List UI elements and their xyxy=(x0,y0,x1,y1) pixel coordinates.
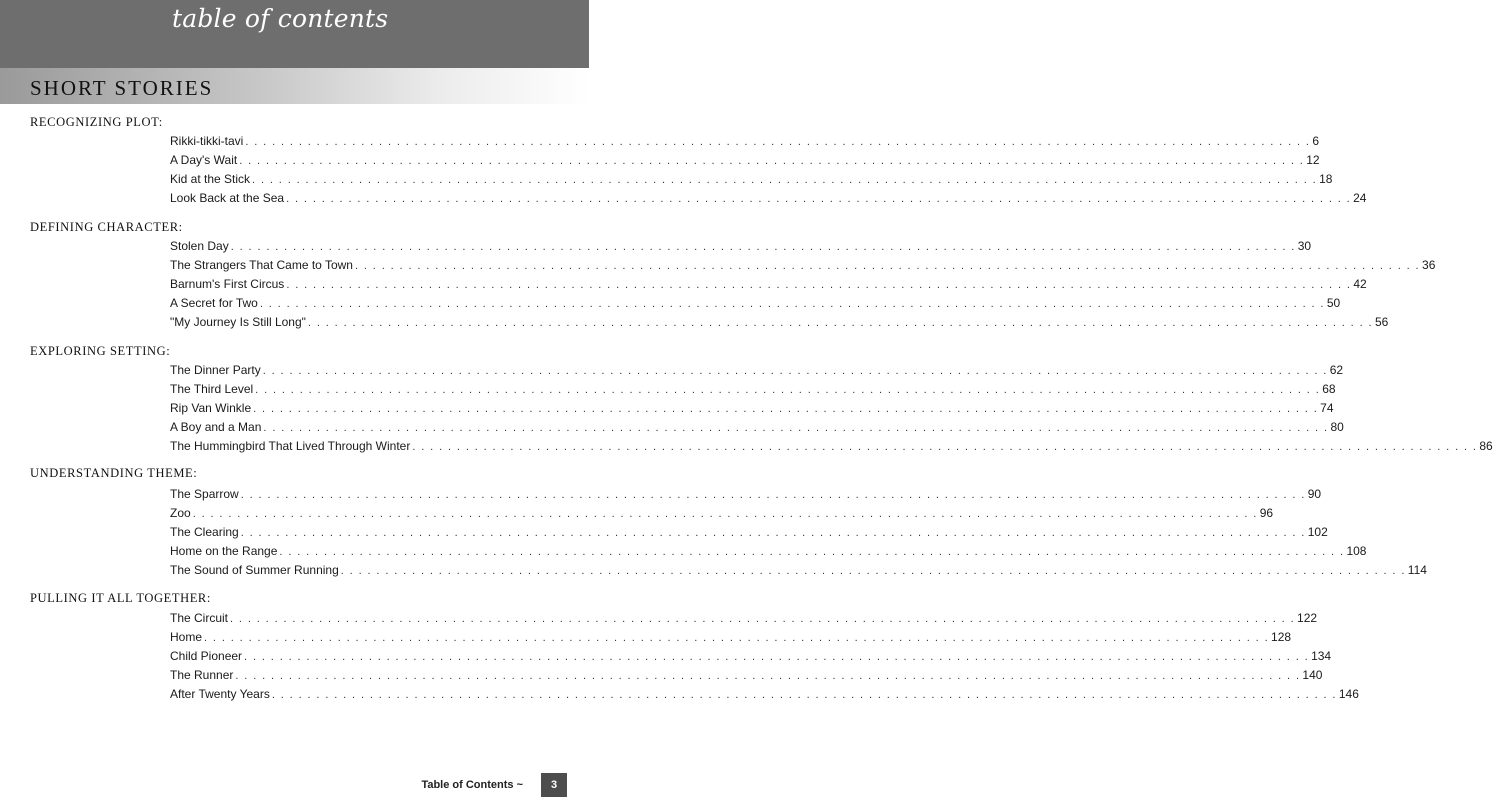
section-title: SHORT STORIES xyxy=(30,76,214,100)
entry-title: Stolen Day xyxy=(170,239,229,253)
toc-entry[interactable] xyxy=(170,525,1328,541)
entry-page: 42 xyxy=(1353,277,1367,291)
page-number-badge: 3 xyxy=(541,773,567,797)
entry-page: 90 xyxy=(1307,487,1322,501)
entry-title: The Circuit xyxy=(170,611,229,625)
dot-leader: . . . . . . . . . . . . . . . . . . . . . . . . . . . . . . . . . . . . . . . . . . . . . . . . . . . . . . . . . . . . . . . . . . . . . . . . . . . . . . . . . . . . . . . . . . . . . . . . . . . . . . . . . . . . . . . . . . . . . . . . xyxy=(354,260,1421,272)
entry-page: 50 xyxy=(1326,296,1341,310)
dot-leader: . . . . . . . . . . . . . . . . . . . . . . . . . . . . . . . . . . . . . . . . . . . . . . . . . . . . . . . . . . . . . . . . . . . . . . . . . . . . . . . . . . . . . . . . . . . . . . . . . . . . . . . . . . . . . . . . . . . . . . . . xyxy=(412,441,1478,453)
dot-leader: . . . . . . . . . . . . . . . . . . . . . . . . . . . . . . . . . . . . . . . . . . . . . . . . . . . . . . . . . . . . . . . . . . . . . . . . . . . . . . . . . . . . . . . . . . . . . . . . . . . . . . . . . . . . . . . . . . . . . . . . xyxy=(230,613,1296,625)
entry-title: The Clearing xyxy=(170,525,239,539)
toc-entry[interactable] xyxy=(170,172,1333,188)
dot-leader: . . . . . . . . . . . . . . . . . . . . . . . . . . . . . . . . . . . . . . . . . . . . . . . . . . . . . . . . . . . . . . . . . . . . . . . . . . . . . . . . . . . . . . . . . . . . . . . . . . . . . . . . . . . . . . . . . . . . . . . . xyxy=(240,527,1306,539)
entry-title: Child Pioneer xyxy=(170,649,243,663)
entry-title: The Dinner Party xyxy=(170,363,261,377)
entry-page: 134 xyxy=(1311,649,1332,663)
entry-page: 18 xyxy=(1319,172,1333,186)
category-heading-setting: EXPLORING SETTING: xyxy=(30,344,171,358)
dot-leader: . . . . . . . . . . . . . . . . . . . . . . . . . . . . . . . . . . . . . . . . . . . . . . . . . . . . . . . . . . . . . . . . . . . . . . . . . . . . . . . . . . . . . . . . . . . . . . . . . . . . . . . . . . . . . . . . . . . . . . . . xyxy=(286,193,1352,205)
entry-page: 6 xyxy=(1312,134,1320,148)
entry-page: 122 xyxy=(1297,611,1318,625)
entry-page: 36 xyxy=(1422,258,1436,272)
entry-title: "My Journey Is Still Long" xyxy=(170,315,306,329)
entry-page: 56 xyxy=(1374,315,1389,329)
footer-label: Table of Contents ~ xyxy=(421,779,523,791)
toc-entry[interactable] xyxy=(170,544,1367,560)
toc-entry[interactable] xyxy=(170,649,1332,665)
toc-entry[interactable] xyxy=(170,363,1344,379)
dot-leader: . . . . . . . . . . . . . . . . . . . . . . . . . . . . . . . . . . . . . . . . . . . . . . . . . . . . . . . . . . . . . . . . . . . . . . . . . . . . . . . . . . . . . . . . . . . . . . . . . . . . . . . . . . . . . . . . . . . . . . . . xyxy=(235,670,1301,682)
entry-page: 86 xyxy=(1479,439,1493,453)
toc-entry[interactable] xyxy=(170,296,1341,312)
dot-leader: . . . . . . . . . . . . . . . . . . . . . . . . . . . . . . . . . . . . . . . . . . . . . . . . . . . . . . . . . . . . . . . . . . . . . . . . . . . . . . . . . . . . . . . . . . . . . . . . . . . . . . . . . . . . . . . . . . . . . . . . xyxy=(252,174,1318,186)
toc-entry[interactable] xyxy=(170,687,1359,703)
entry-title: The Sound of Summer Running xyxy=(170,563,339,577)
entry-page: 62 xyxy=(1329,363,1344,377)
entry-page: 74 xyxy=(1320,401,1334,415)
entry-page: 102 xyxy=(1307,525,1328,539)
entry-title: The Third Level xyxy=(170,382,254,396)
dot-leader: . . . . . . . . . . . . . . . . . . . . . . . . . . . . . . . . . . . . . . . . . . . . . . . . . . . . . . . . . . . . . . . . . . . . . . . . . . . . . . . . . . . . . . . . . . . . . . . . . . . . . . . . . . . . . . . . . . . . . . . . xyxy=(307,317,1373,329)
entry-page: 114 xyxy=(1407,563,1427,577)
entry-page: 140 xyxy=(1302,668,1323,682)
entry-page: 96 xyxy=(1259,506,1274,520)
dot-leader: . . . . . . . . . . . . . . . . . . . . . . . . . . . . . . . . . . . . . . . . . . . . . . . . . . . . . . . . . . . . . . . . . . . . . . . . . . . . . . . . . . . . . . . . . . . . . . . . . . . . . . . . . . . . . . . . . . . . . . . . xyxy=(262,365,1328,377)
entry-title: Rip Van Winkle xyxy=(170,401,252,415)
entry-page: 80 xyxy=(1330,420,1344,434)
toc-entry[interactable] xyxy=(170,563,1427,579)
category-heading-together: PULLING IT ALL TOGETHER: xyxy=(30,591,211,605)
toc-entry[interactable] xyxy=(170,277,1367,293)
entry-title: The Sparrow xyxy=(170,487,239,501)
dot-leader: . . . . . . . . . . . . . . . . . . . . . . . . . . . . . . . . . . . . . . . . . . . . . . . . . . . . . . . . . . . . . . . . . . . . . . . . . . . . . . . . . . . . . . . . . . . . . . . . . . . . . . . . . . . . . . . . . . . . . . . . xyxy=(244,651,1310,663)
category-heading-plot: RECOGNIZING PLOT: xyxy=(30,115,163,129)
dot-leader: . . . . . . . . . . . . . . . . . . . . . . . . . . . . . . . . . . . . . . . . . . . . . . . . . . . . . . . . . . . . . . . . . . . . . . . . . . . . . . . . . . . . . . . . . . . . . . . . . . . . . . . . . . . . . . . . . . . . . . . . xyxy=(271,689,1337,701)
dot-leader: . . . . . . . . . . . . . . . . . . . . . . . . . . . . . . . . . . . . . . . . . . . . . . . . . . . . . . . . . . . . . . . . . . . . . . . . . . . . . . . . . . . . . . . . . . . . . . . . . . . . . . . . . . . . . . . . . . . . . . . . xyxy=(255,384,1321,396)
dot-leader: . . . . . . . . . . . . . . . . . . . . . . . . . . . . . . . . . . . . . . . . . . . . . . . . . . . . . . . . . . . . . . . . . . . . . . . . . . . . . . . . . . . . . . . . . . . . . . . . . . . . . . . . . . . . . . . . . . . . . . . . xyxy=(253,403,1319,415)
entry-page: 108 xyxy=(1346,544,1367,558)
toc-entry[interactable] xyxy=(170,420,1344,436)
entry-title: Look Back at the Sea xyxy=(170,191,285,205)
entry-title: After Twenty Years xyxy=(170,687,270,701)
category-heading-theme: UNDERSTANDING THEME: xyxy=(30,466,198,480)
entry-title: Home on the Range xyxy=(170,544,278,558)
entry-title: The Strangers That Came to Town xyxy=(170,258,353,272)
toc-entry[interactable] xyxy=(170,382,1336,398)
dot-leader: . . . . . . . . . . . . . . . . . . . . . . . . . . . . . . . . . . . . . . . . . . . . . . . . . . . . . . . . . . . . . . . . . . . . . . . . . . . . . . . . . . . . . . . . . . . . . . . . . . . . . . . . . . . . . . . . . . . . . . . . xyxy=(239,155,1305,167)
entry-page: 68 xyxy=(1322,382,1336,396)
page-title: table of contents xyxy=(172,4,389,33)
toc-entry[interactable] xyxy=(170,315,1389,331)
dot-leader: . . . . . . . . . . . . . . . . . . . . . . . . . . . . . . . . . . . . . . . . . . . . . . . . . . . . . . . . . . . . . . . . . . . . . . . . . . . . . . . . . . . . . . . . . . . . . . . . . . . . . . . . . . . . . . . . . . . . . . . . xyxy=(230,241,1296,253)
toc-entry[interactable] xyxy=(170,439,1493,455)
toc-entry[interactable] xyxy=(170,191,1367,207)
entry-title: Kid at the Stick xyxy=(170,172,251,186)
toc-entry[interactable] xyxy=(170,668,1323,684)
entry-page: 30 xyxy=(1297,239,1312,253)
entry-title: Rikki-tikki-tavi xyxy=(170,134,244,148)
entry-page: 24 xyxy=(1353,191,1367,205)
dot-leader: . . . . . . . . . . . . . . . . . . . . . . . . . . . . . . . . . . . . . . . . . . . . . . . . . . . . . . . . . . . . . . . . . . . . . . . . . . . . . . . . . . . . . . . . . . . . . . . . . . . . . . . . . . . . . . . . . . . . . . . . xyxy=(192,508,1258,520)
entry-title: A Boy and a Man xyxy=(170,420,262,434)
dot-leader: . . . . . . . . . . . . . . . . . . . . . . . . . . . . . . . . . . . . . . . . . . . . . . . . . . . . . . . . . . . . . . . . . . . . . . . . . . . . . . . . . . . . . . . . . . . . . . . . . . . . . . . . . . . . . . . . . . . . . . . . xyxy=(263,422,1329,434)
dot-leader: . . . . . . . . . . . . . . . . . . . . . . . . . . . . . . . . . . . . . . . . . . . . . . . . . . . . . . . . . . . . . . . . . . . . . . . . . . . . . . . . . . . . . . . . . . . . . . . . . . . . . . . . . . . . . . . . . . . . . . . . xyxy=(245,136,1311,148)
entry-title: The Runner xyxy=(170,668,234,682)
dot-leader: . . . . . . . . . . . . . . . . . . . . . . . . . . . . . . . . . . . . . . . . . . . . . . . . . . . . . . . . . . . . . . . . . . . . . . . . . . . . . . . . . . . . . . . . . . . . . . . . . . . . . . . . . . . . . . . . . . . . . . . . xyxy=(279,546,1345,558)
toc-entry[interactable] xyxy=(170,487,1322,503)
toc-entry[interactable] xyxy=(170,401,1334,417)
toc-entry[interactable] xyxy=(170,611,1318,627)
entry-page: 146 xyxy=(1338,687,1359,701)
entry-title: Home xyxy=(170,630,203,644)
entry-page: 12 xyxy=(1306,153,1320,167)
dot-leader: . . . . . . . . . . . . . . . . . . . . . . . . . . . . . . . . . . . . . . . . . . . . . . . . . . . . . . . . . . . . . . . . . . . . . . . . . . . . . . . . . . . . . . . . . . . . . . . . . . . . . . . . . . . . . . . . . . . . . . . . xyxy=(259,298,1325,310)
entry-title: A Day's Wait xyxy=(170,153,238,167)
toc-entry[interactable] xyxy=(170,239,1312,255)
dot-leader: . . . . . . . . . . . . . . . . . . . . . . . . . . . . . . . . . . . . . . . . . . . . . . . . . . . . . . . . . . . . . . . . . . . . . . . . . . . . . . . . . . . . . . . . . . . . . . . . . . . . . . . . . . . . . . . . . . . . . . . . xyxy=(204,632,1270,644)
entry-title: Barnum's First Circus xyxy=(170,277,285,291)
entry-title: Zoo xyxy=(170,506,191,520)
toc-entry[interactable] xyxy=(170,506,1274,522)
entry-title: The Hummingbird That Lived Through Winter xyxy=(170,439,411,453)
toc-entry[interactable] xyxy=(170,153,1320,169)
dot-leader: . . . . . . . . . . . . . . . . . . . . . . . . . . . . . . . . . . . . . . . . . . . . . . . . . . . . . . . . . . . . . . . . . . . . . . . . . . . . . . . . . . . . . . . . . . . . . . . . . . . . . . . . . . . . . . . . . . . . . . . . xyxy=(286,279,1352,291)
dot-leader: . . . . . . . . . . . . . . . . . . . . . . . . . . . . . . . . . . . . . . . . . . . . . . . . . . . . . . . . . . . . . . . . . . . . . . . . . . . . . . . . . . . . . . . . . . . . . . . . . . . . . . . . . . . . . . . . . . . . . . . . xyxy=(240,489,1306,501)
entry-title: A Secret for Two xyxy=(170,296,258,310)
toc-entry[interactable] xyxy=(170,258,1436,274)
entry-page: 128 xyxy=(1271,630,1292,644)
category-heading-character: DEFINING CHARACTER: xyxy=(30,220,183,234)
toc-entry[interactable] xyxy=(170,630,1292,646)
toc-entry[interactable] xyxy=(170,134,1320,150)
dot-leader: . . . . . . . . . . . . . . . . . . . . . . . . . . . . . . . . . . . . . . . . . . . . . . . . . . . . . . . . . . . . . . . . . . . . . . . . . . . . . . . . . . . . . . . . . . . . . . . . . . . . . . . . . . . . . . . . . . . . . . . . xyxy=(340,565,1406,577)
